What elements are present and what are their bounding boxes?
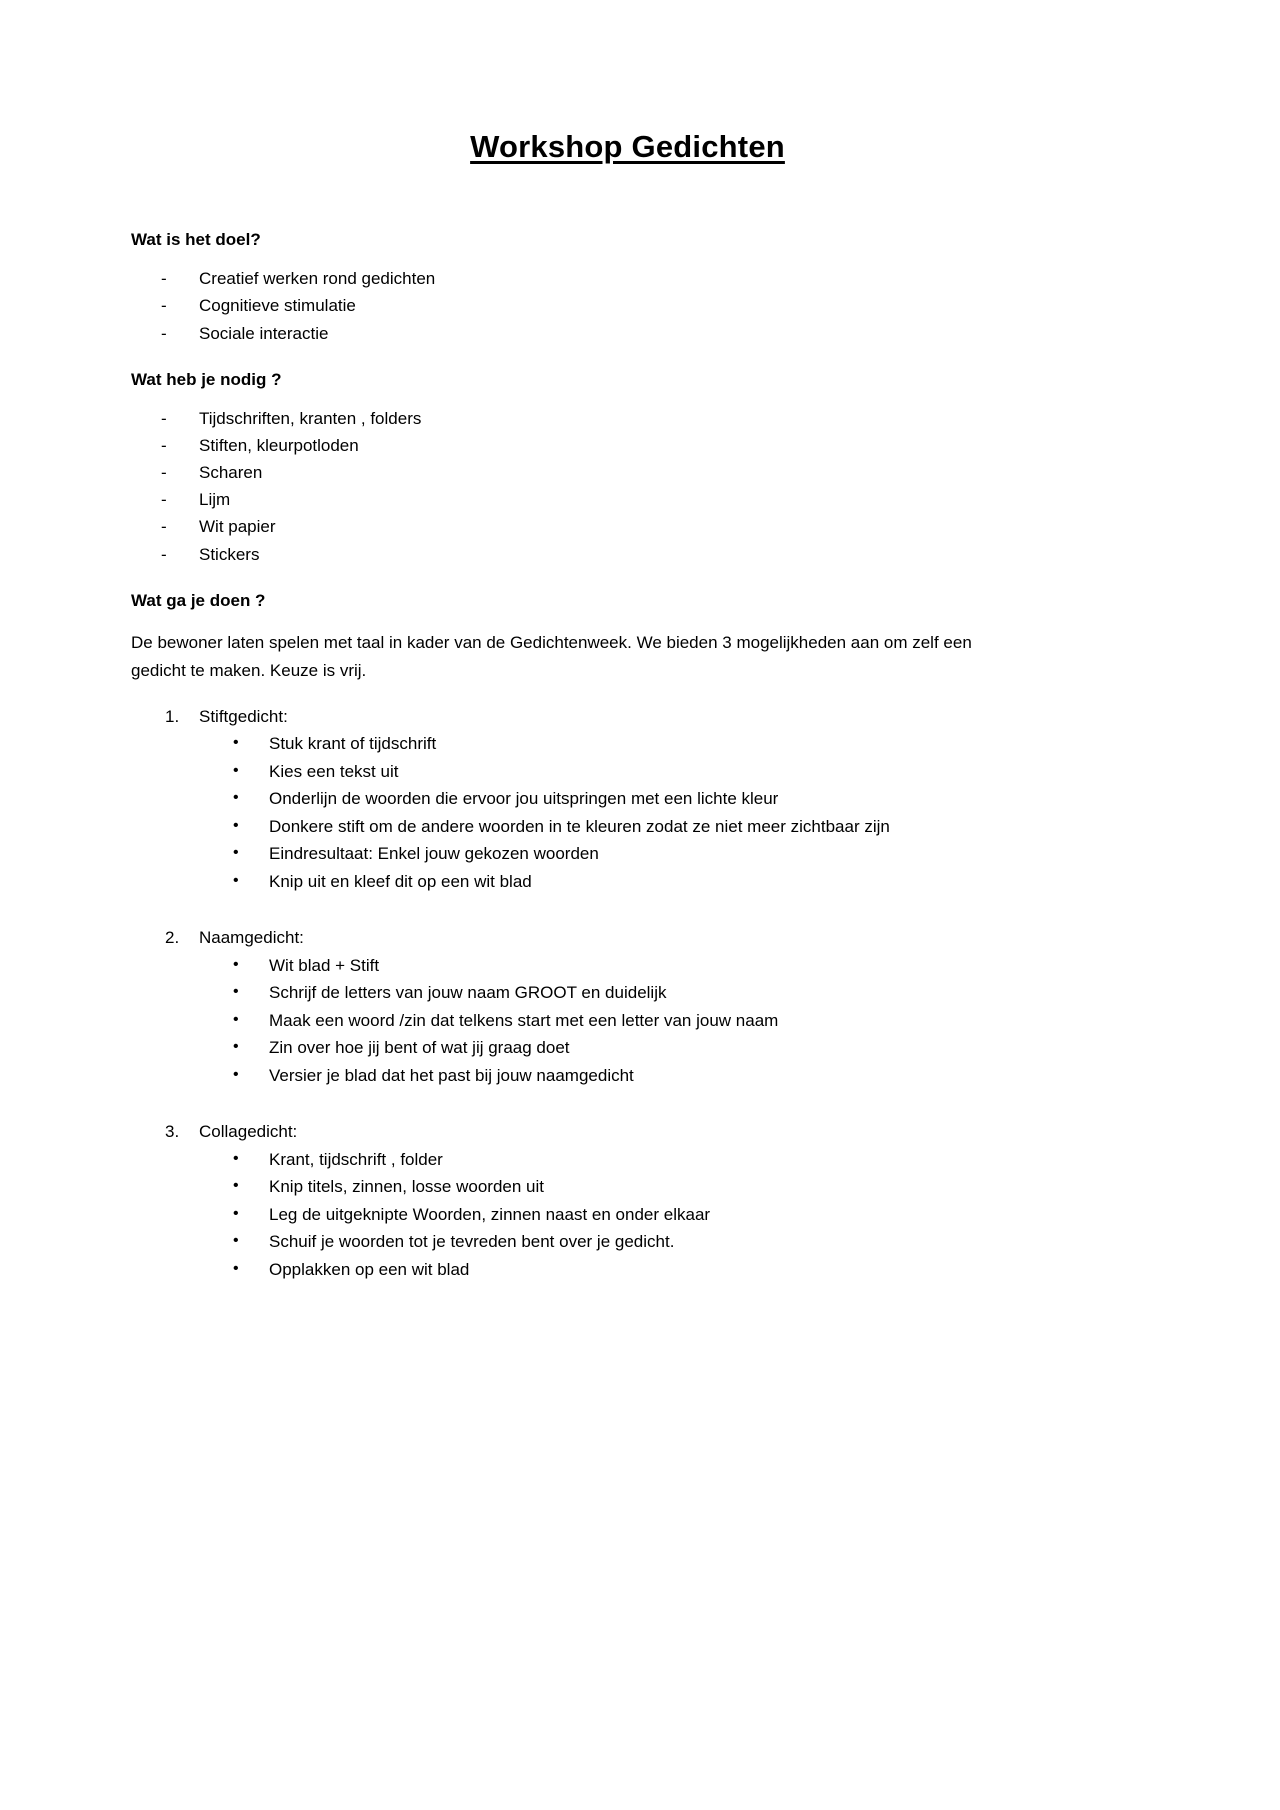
dot-bullet-icon: •	[233, 955, 239, 973]
sub-list-item-label: Knip uit en kleef dit op een wit blad	[269, 871, 532, 891]
dash-bullet-icon: -	[161, 408, 167, 428]
dot-bullet-icon: •	[233, 1259, 239, 1277]
document-content	[131, 0, 1149, 1283]
section-activities	[131, 590, 1149, 1283]
sub-list-item-label: Schuif je woorden tot je tevreden bent over je gedicht.	[269, 1232, 675, 1252]
dot-bullet-icon: •	[233, 816, 239, 834]
dash-bullet-icon: -	[161, 544, 167, 564]
numbered-item-label: Naamgedicht:	[199, 928, 304, 948]
materials-list	[131, 405, 1149, 568]
sub-list-item-label: Onderlijn de woorden die ervoor jou uitspringen met een lichte kleur	[269, 789, 779, 809]
list-item-label: Cognitieve stimulatie	[199, 296, 356, 316]
sub-list-item-label: Opplakken op een wit blad	[269, 1259, 470, 1279]
sub-list-item-label: Donkere stift om de andere woorden in te kleuren zodat ze niet meer zichtbaar zijn	[269, 816, 890, 836]
list-item	[131, 320, 1149, 347]
sub-bullet-list	[199, 952, 1149, 1090]
dot-bullet-icon: •	[233, 844, 239, 862]
list-item-label: Stickers	[199, 544, 260, 564]
list-item	[131, 486, 1149, 513]
list-item-label: Wit papier	[199, 517, 276, 537]
list-item-label: Lijm	[199, 490, 231, 510]
list-item-label: Creatief werken rond gedichten	[199, 269, 436, 289]
dot-bullet-icon: •	[233, 1010, 239, 1028]
sub-list-item	[199, 1256, 1149, 1284]
sub-list-item-label: Wit blad + Stift	[269, 955, 380, 975]
dash-bullet-icon: -	[161, 435, 167, 455]
page-title-text: Workshop Gedichten	[470, 129, 785, 164]
section-heading-doel: Wat is het doel?	[131, 230, 261, 250]
sub-bullet-list	[199, 1146, 1149, 1284]
sub-bullet-list	[199, 730, 1149, 895]
section-materials	[131, 369, 1149, 568]
dot-bullet-icon: •	[233, 1065, 239, 1083]
dot-bullet-icon: •	[233, 983, 239, 1001]
dot-bullet-icon: •	[233, 1177, 239, 1195]
sub-list-item	[199, 1201, 1149, 1229]
sub-list-item-label: Maak een woord /zin dat telkens start met een letter van jouw naam	[269, 1010, 779, 1030]
dash-bullet-icon: -	[161, 296, 167, 316]
sub-list-item	[199, 1228, 1149, 1256]
dot-bullet-icon: •	[233, 871, 239, 889]
sub-list-item-label: Schrijf de letters van jouw naam GROOT en duidelijk	[269, 983, 667, 1003]
sub-list-item-label: Stuk krant of tijdschrift	[269, 734, 437, 754]
list-item	[131, 459, 1149, 486]
numbered-item	[131, 1118, 1149, 1283]
sub-list-item	[199, 758, 1149, 786]
numbered-item-label: Collagedicht:	[199, 1122, 298, 1142]
page-title	[131, 0, 1149, 165]
dash-bullet-icon: -	[161, 517, 167, 537]
list-item	[131, 292, 1149, 319]
goal-list	[131, 265, 1149, 347]
dot-bullet-icon: •	[233, 1038, 239, 1056]
dot-bullet-icon: •	[233, 1204, 239, 1222]
list-item	[131, 432, 1149, 459]
sub-list-item	[199, 979, 1149, 1007]
section-heading-activities: Wat ga je doen ?	[131, 590, 266, 610]
numbered-item-marker: 2.	[165, 928, 180, 948]
sub-list-item	[199, 785, 1149, 813]
sub-list-item	[199, 1062, 1149, 1090]
list-item	[131, 265, 1149, 292]
sub-list-item-label: Kies een tekst uit	[269, 761, 399, 781]
section-heading-materials: Wat heb je nodig ?	[131, 369, 282, 389]
activities-numbered-list	[131, 703, 1149, 1284]
sub-list-item	[199, 868, 1149, 896]
dot-bullet-icon: •	[233, 1232, 239, 1250]
dash-bullet-icon: -	[161, 463, 167, 483]
sub-list-item	[199, 1034, 1149, 1062]
sub-list-item	[199, 1173, 1149, 1201]
list-item	[131, 513, 1149, 540]
list-item-label: Scharen	[199, 463, 263, 483]
sub-list-item	[199, 952, 1149, 980]
list-item-label: Stiften, kleurpotloden	[199, 435, 359, 455]
dot-bullet-icon: •	[233, 761, 239, 779]
list-item	[131, 541, 1149, 568]
section-doel	[131, 229, 1149, 347]
dot-bullet-icon: •	[233, 1149, 239, 1167]
sub-list-item-label: Zin over hoe jij bent of wat jij graag doet	[269, 1038, 570, 1058]
numbered-item-label: Stiftgedicht:	[199, 706, 288, 726]
list-item-label: Tijdschriften, kranten , folders	[199, 408, 422, 428]
sub-list-item	[199, 840, 1149, 868]
sub-list-item	[199, 730, 1149, 758]
sub-list-item	[199, 1146, 1149, 1174]
numbered-item	[131, 924, 1149, 1089]
dot-bullet-icon: •	[233, 734, 239, 752]
numbered-item-marker: 3.	[165, 1122, 180, 1142]
dash-bullet-icon: -	[161, 269, 167, 289]
numbered-item-marker: 1.	[165, 706, 180, 726]
sub-list-item-label: Knip titels, zinnen, losse woorden uit	[269, 1177, 544, 1197]
sub-list-item-label: Leg de uitgeknipte Woorden, zinnen naast en onder elkaar	[269, 1204, 711, 1224]
numbered-item	[131, 703, 1149, 896]
list-item-label: Sociale interactie	[199, 323, 329, 343]
activities-intro-paragraph: De bewoner laten spelen met taal in kader van de Gedichtenweek. We bieden 3 mogelijkheden aan om zelf een gedicht te maken. Keuze is vrij.	[131, 632, 972, 680]
dash-bullet-icon: -	[161, 323, 167, 343]
dot-bullet-icon: •	[233, 789, 239, 807]
sub-list-item-label: Eindresultaat: Enkel jouw gekozen woorden	[269, 844, 599, 864]
list-item	[131, 405, 1149, 432]
sub-list-item-label: Versier je blad dat het past bij jouw naamgedicht	[269, 1065, 634, 1085]
sub-list-item	[199, 813, 1149, 841]
sub-list-item-label: Krant, tijdschrift , folder	[269, 1149, 443, 1169]
dash-bullet-icon: -	[161, 490, 167, 510]
sub-list-item	[199, 1007, 1149, 1035]
